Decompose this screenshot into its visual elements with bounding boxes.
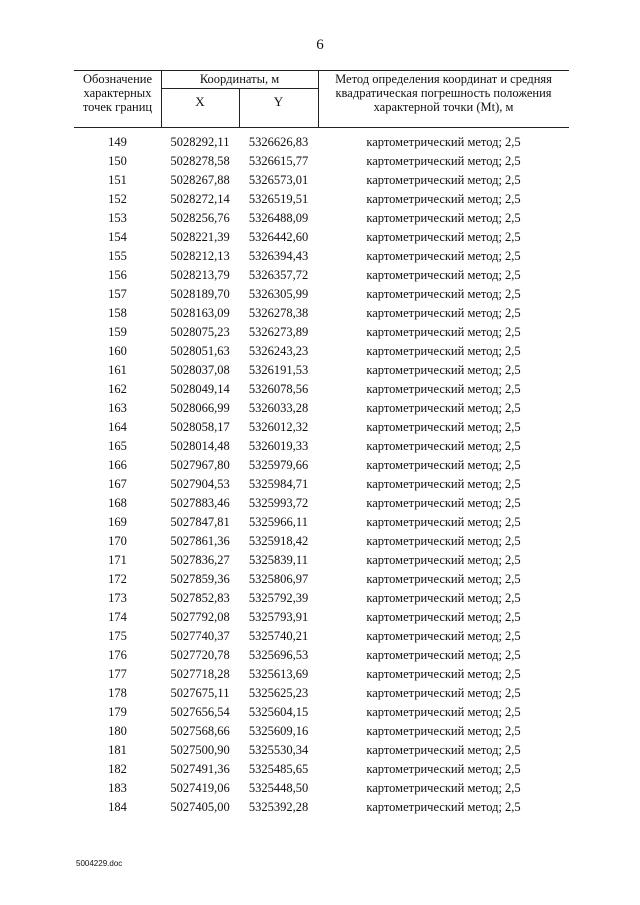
point-number: 175 [108, 629, 127, 643]
point-number: 156 [108, 268, 127, 282]
coord-x: 5027405,00 [170, 800, 230, 814]
point-number: 164 [108, 420, 127, 434]
coord-x: 5028267,88 [170, 173, 230, 187]
point-number: 159 [108, 325, 127, 339]
coord-x: 5027720,78 [170, 648, 230, 662]
method: картометрический метод; 2,5 [366, 230, 521, 244]
coord-y: 5326243,23 [248, 344, 309, 358]
coord-y: 5326273,89 [248, 325, 309, 339]
method: картометрический метод; 2,5 [366, 724, 521, 738]
method: картометрический метод; 2,5 [366, 667, 521, 681]
table-row [74, 285, 569, 304]
coord-x: 5027740,37 [170, 629, 230, 643]
table-row [74, 798, 569, 817]
coord-x: 5028051,63 [170, 344, 230, 358]
point-number: 176 [108, 648, 127, 662]
table-row [74, 627, 569, 646]
page-number: 6 [316, 37, 324, 53]
coord-y: 5326519,51 [248, 192, 309, 206]
coord-y: 5325793,91 [248, 610, 309, 624]
coord-x: 5027836,27 [170, 553, 230, 567]
table-row [74, 342, 569, 361]
table-row [74, 304, 569, 323]
point-number: 181 [108, 743, 127, 757]
coord-x: 5027792,08 [170, 610, 230, 624]
coord-x: 5028221,39 [170, 230, 230, 244]
table-row [74, 133, 569, 152]
table-row [74, 589, 569, 608]
method: картометрический метод; 2,5 [366, 534, 521, 548]
point-number: 174 [108, 610, 127, 624]
coord-x: 5028212,13 [170, 249, 230, 263]
point-number: 169 [108, 515, 127, 529]
coord-y: 5325806,97 [248, 572, 309, 586]
table-header [74, 70, 569, 128]
method: картометрический метод; 2,5 [366, 610, 521, 624]
point-number: 152 [108, 192, 127, 206]
coord-y: 5325485,65 [248, 762, 309, 776]
coord-y: 5325604,15 [248, 705, 309, 719]
coord-y: 5326191,53 [248, 363, 309, 377]
point-number: 184 [108, 800, 127, 814]
coord-x: 5028075,23 [170, 325, 230, 339]
point-number: 170 [108, 534, 127, 548]
method: картометрический метод; 2,5 [366, 135, 521, 149]
coord-x: 5027419,06 [170, 781, 230, 795]
method: картометрический метод; 2,5 [366, 762, 521, 776]
method: картометрический метод; 2,5 [366, 363, 521, 377]
coord-x: 5028189,70 [170, 287, 230, 301]
coord-y: 5325839,11 [249, 553, 308, 567]
table-row [74, 266, 569, 285]
point-number: 182 [108, 762, 127, 776]
coord-x: 5027904,53 [170, 477, 230, 491]
coord-x: 5028292,11 [170, 135, 230, 149]
coord-x: 5027847,81 [170, 515, 230, 529]
table-row [74, 646, 569, 665]
point-number: 155 [108, 249, 127, 263]
coord-y: 5326019,33 [248, 439, 309, 453]
coord-y: 5325392,28 [248, 800, 309, 814]
point-number: 180 [108, 724, 127, 738]
table-row [74, 494, 569, 513]
table-row [74, 361, 569, 380]
header-top-border [74, 70, 569, 71]
coord-x: 5028163,09 [170, 306, 230, 320]
coord-x: 5028213,79 [170, 268, 230, 282]
header-y: Y [273, 94, 284, 109]
coord-y: 5325625,23 [248, 686, 309, 700]
method: картометрический метод; 2,5 [366, 553, 521, 567]
coord-x: 5028272,14 [170, 192, 230, 206]
point-number: 183 [108, 781, 127, 795]
table-row [74, 722, 569, 741]
coord-y: 5326626,83 [248, 135, 309, 149]
point-number: 163 [108, 401, 127, 415]
table-row [74, 190, 569, 209]
point-number: 171 [108, 553, 127, 567]
coord-y: 5326078,56 [248, 382, 309, 396]
point-number: 149 [108, 135, 127, 149]
coord-x: 5027656,54 [170, 705, 230, 719]
method: картометрический метод; 2,5 [366, 515, 521, 529]
method: картометрический метод; 2,5 [366, 800, 521, 814]
coord-y: 5326357,72 [248, 268, 309, 282]
coord-x: 5028256,76 [170, 211, 230, 225]
table-row [74, 513, 569, 532]
table-row [74, 209, 569, 228]
table-row [74, 171, 569, 190]
method: картометрический метод; 2,5 [366, 781, 521, 795]
table-row [74, 551, 569, 570]
method: картометрический метод; 2,5 [366, 154, 521, 168]
coord-y: 5325984,71 [248, 477, 309, 491]
method: картометрический метод; 2,5 [366, 648, 521, 662]
method: картометрический метод; 2,5 [366, 401, 521, 415]
coord-y: 5326012,32 [248, 420, 309, 434]
table-row [74, 456, 569, 475]
method: картометрический метод; 2,5 [366, 458, 521, 472]
coord-x: 5028058,17 [170, 420, 230, 434]
point-number: 161 [108, 363, 127, 377]
coord-x: 5028014,48 [170, 439, 230, 453]
method: картометрический метод; 2,5 [366, 287, 521, 301]
method: картометрический метод; 2,5 [366, 572, 521, 586]
coord-x: 5028278,58 [170, 154, 230, 168]
coord-x: 5027568,66 [170, 724, 230, 738]
coord-y: 5325792,39 [248, 591, 309, 605]
method: картометрический метод; 2,5 [366, 268, 521, 282]
point-number: 154 [108, 230, 127, 244]
table-row [74, 760, 569, 779]
table-row [74, 152, 569, 171]
point-number: 151 [108, 173, 127, 187]
table-row [74, 741, 569, 760]
table-row [74, 418, 569, 437]
point-number: 178 [108, 686, 127, 700]
table-row [74, 247, 569, 266]
coord-y: 5325993,72 [248, 496, 309, 510]
coord-y: 5326488,09 [248, 211, 309, 225]
coord-y: 5326573,01 [248, 173, 309, 187]
table-row [74, 665, 569, 684]
method: картометрический метод; 2,5 [366, 382, 521, 396]
table-row [74, 475, 569, 494]
header-point-designation: Обозначение характерных точек границ [82, 72, 153, 114]
method: картометрический метод; 2,5 [366, 249, 521, 263]
table-row [74, 684, 569, 703]
table-row [74, 228, 569, 247]
table-row [74, 703, 569, 722]
table-row [74, 323, 569, 342]
coord-x: 5027967,80 [170, 458, 230, 472]
coord-x: 5028066,99 [170, 401, 230, 415]
header-bottom-border [74, 127, 569, 128]
coord-y: 5326305,99 [248, 287, 309, 301]
coord-y: 5325696,53 [248, 648, 309, 662]
table-row [74, 570, 569, 589]
method: картометрический метод; 2,5 [366, 439, 521, 453]
point-number: 172 [108, 572, 127, 586]
point-number: 158 [108, 306, 127, 320]
method: картометрический метод; 2,5 [366, 686, 521, 700]
coord-x: 5027859,36 [170, 572, 230, 586]
coord-x: 5028037,08 [170, 363, 230, 377]
method: картометрический метод; 2,5 [366, 591, 521, 605]
coord-x: 5027491,36 [170, 762, 230, 776]
coord-y: 5325613,69 [248, 667, 309, 681]
point-number: 153 [108, 211, 127, 225]
header-method: Метод определения координат и средняя квадратическая погрешность положения характерной точки (Mt), м [335, 72, 552, 114]
point-number: 173 [108, 591, 127, 605]
header-coordinates: Координаты, м [199, 72, 280, 86]
coord-y: 5325609,16 [248, 724, 309, 738]
coord-y: 5325740,21 [248, 629, 309, 643]
table-row [74, 399, 569, 418]
table-row [74, 779, 569, 798]
table-row [74, 608, 569, 627]
point-number: 160 [108, 344, 127, 358]
footer-filename: 5004229.doc [76, 859, 123, 868]
coord-x: 5027852,83 [170, 591, 230, 605]
point-number: 166 [108, 458, 127, 472]
coord-y: 5326442,60 [248, 230, 309, 244]
coord-y: 5325979,66 [248, 458, 309, 472]
coord-x: 5027718,28 [170, 667, 230, 681]
point-number: 167 [108, 477, 127, 491]
method: картометрический метод; 2,5 [366, 211, 521, 225]
coord-x: 5027675,11 [170, 686, 230, 700]
coord-y: 5326615,77 [248, 154, 309, 168]
table-row [74, 380, 569, 399]
point-number: 179 [108, 705, 127, 719]
coord-y: 5325966,11 [249, 515, 308, 529]
coord-x: 5027861,36 [170, 534, 230, 548]
method: картометрический метод; 2,5 [366, 420, 521, 434]
method: картометрический метод; 2,5 [366, 325, 521, 339]
table-row [74, 437, 569, 456]
coord-x: 5027500,90 [170, 743, 230, 757]
table-row [74, 532, 569, 551]
method: картометрический метод; 2,5 [366, 344, 521, 358]
method: картометрический метод; 2,5 [366, 192, 521, 206]
method: картометрический метод; 2,5 [366, 705, 521, 719]
method: картометрический метод; 2,5 [366, 477, 521, 491]
point-number: 162 [108, 382, 127, 396]
header-x: X [195, 94, 205, 109]
method: картометрический метод; 2,5 [366, 173, 521, 187]
table-body [74, 133, 569, 817]
coord-y: 5325448,50 [248, 781, 309, 795]
coord-y: 5326033,28 [248, 401, 309, 415]
method: картометрический метод; 2,5 [366, 496, 521, 510]
point-number: 177 [108, 667, 127, 681]
coord-y: 5326394,43 [248, 249, 309, 263]
coord-x: 5027883,46 [170, 496, 230, 510]
point-number: 165 [108, 439, 127, 453]
point-number: 168 [108, 496, 127, 510]
method: картометрический метод; 2,5 [366, 629, 521, 643]
coord-y: 5325530,34 [248, 743, 309, 757]
method: картометрический метод; 2,5 [366, 743, 521, 757]
coord-y: 5326278,38 [248, 306, 309, 320]
coord-x: 5028049,14 [170, 382, 230, 396]
method: картометрический метод; 2,5 [366, 306, 521, 320]
coord-y: 5325918,42 [248, 534, 309, 548]
point-number: 157 [108, 287, 127, 301]
point-number: 150 [108, 154, 127, 168]
